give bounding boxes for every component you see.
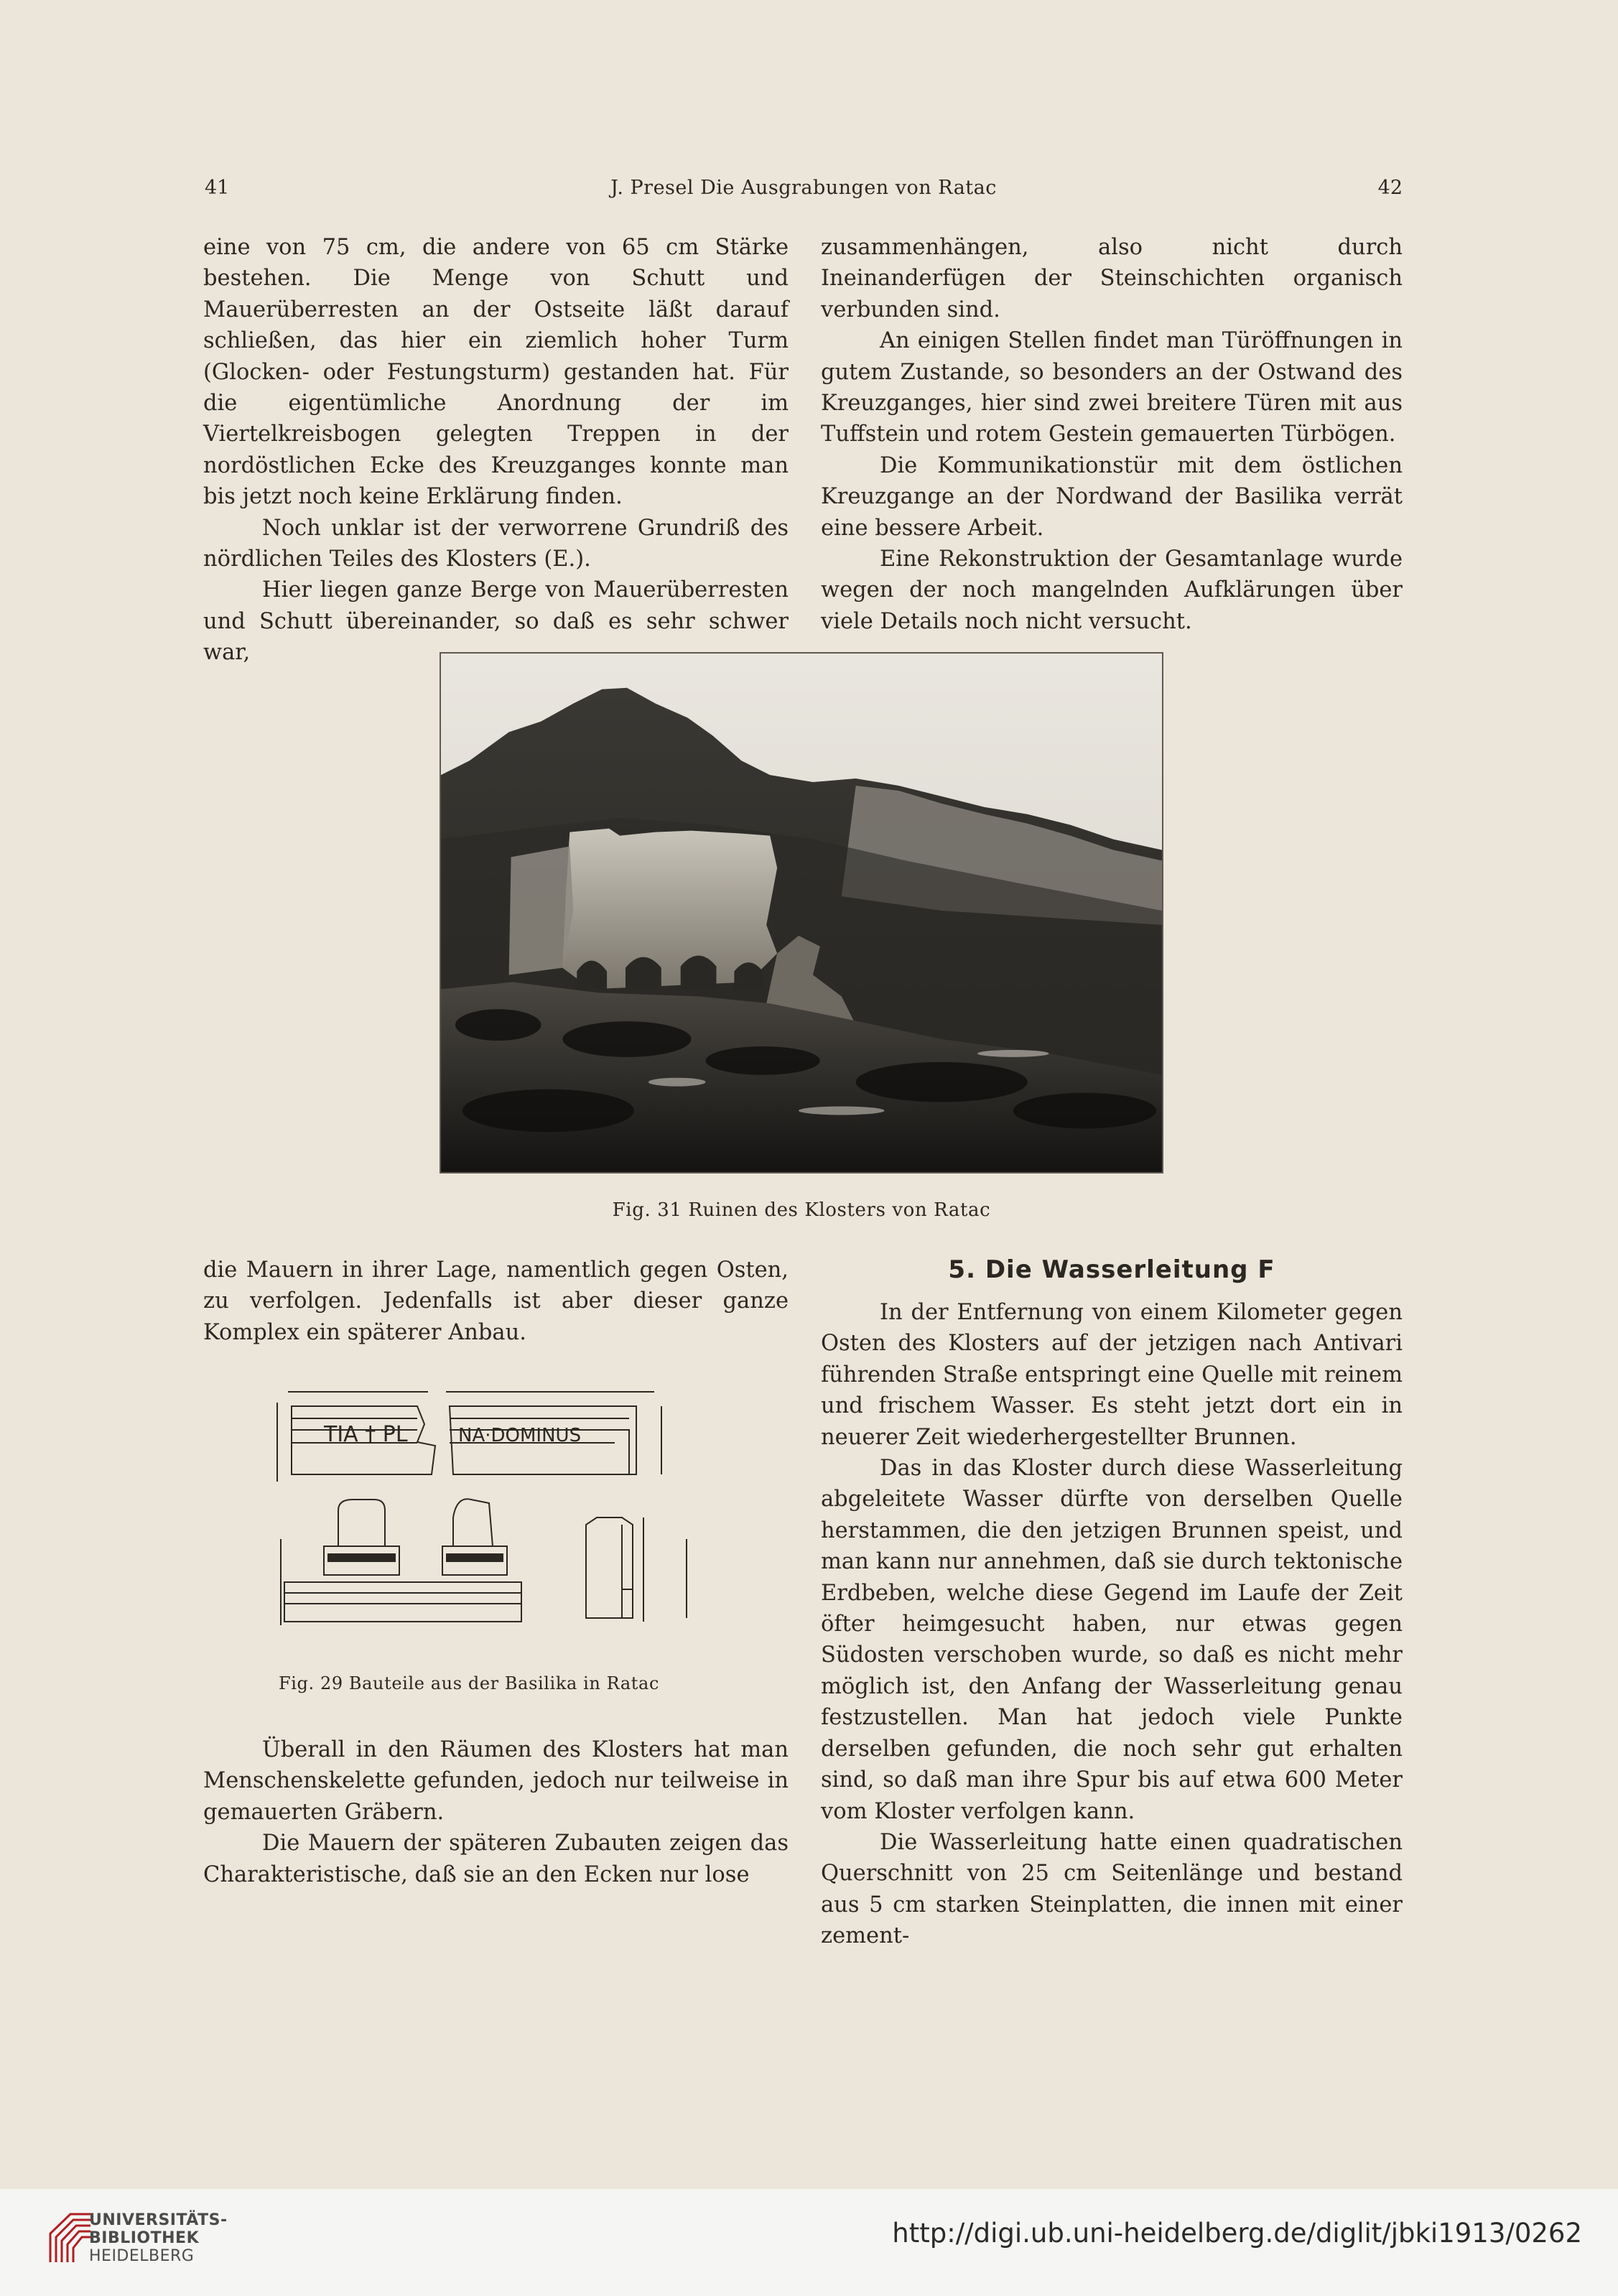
page-number-left: 41 [205,177,230,199]
figure-29-caption: Fig. 29 Bauteile aus der Basilika in Ratac [279,1673,659,1693]
source-url[interactable]: http://digi.ub.uni-heidelberg.de/diglit/jbki1913/0262 [892,2218,1582,2249]
paragraph: An einigen Stellen findet man Türöffnungen in gutem Zustande, so besonders an der Ostwand des Kreuzganges, hier sind zwei breitere Türen mit aus Tuffstein und rotem Gestein gemauerten Türbögen. [821,328,1403,447]
library-line-1: UNIVERSITÄTS- [89,2211,228,2229]
left-column-top [203,232,789,669]
paragraph: Die Wasserleitung hatte einen quadratischen Querschnitt von 25 cm Seitenlänge und bestand aus 5 cm starken Steinplatten, die innen mit einer zement- [821,1829,1403,1949]
paragraph: Überall in den Räumen des Klosters hat man Menschenskelette gefunden, jedoch nur teilweise in gemauerten Gräbern. [203,1737,789,1825]
paragraph: Die Mauern der späteren Zubauten zeigen das Charakteristische, daß sie an den Ecken nur lose [203,1831,789,1887]
paragraph: die Mauern in ihrer Lage, namentlich gegen Osten, zu verfolgen. Jedenfalls ist aber dieser ganze Komplex ein späterer Anbau. [203,1258,789,1345]
inscription-right: NA·DOMINUS [458,1425,582,1446]
library-name [89,2211,228,2265]
ruins-photograph [440,652,1163,1173]
basilica-parts-drawing [270,1374,708,1661]
section-heading: 5. Die Wasserleitung F [948,1255,1275,1284]
running-title: J. Presel Die Ausgrabungen von Ratac [610,177,997,199]
page-number-right: 42 [1377,177,1403,199]
library-line-3: HEIDELBERG [89,2247,195,2265]
paragraph: Noch unklar ist der verworrene Grundriß des nördlichen Teiles des Klosters (E.). [203,515,789,572]
paragraph: Die Kommunikationstür mit dem östlichen Kreuzgange an der Nordwand der Basilika verrät eine bessere Arbeit. [821,452,1403,541]
right-column-bottom [821,1297,1403,1952]
paragraph: zusammenhängen, also nicht durch Ineinanderfügen der Steinschichten organisch verbunden sind. [821,235,1403,322]
figure-31-caption: Fig. 31 Ruinen des Klosters von Ratac [612,1199,991,1221]
paragraph: In der Entfernung von einem Kilometer gegen Osten des Klosters auf der jetzigen nach Antivari führenden Straße entspringt eine Quelle mit reinem und frischem Wasser. Es steht jetzt dort ein in neuerer Zeit wiederhergestellter Brunnen. [821,1300,1403,1450]
library-line-2: BIBLIOTHEK [89,2229,200,2247]
paragraph: Das in das Kloster durch diese Wasserleitung abgeleitete Wasser dürfte von derselben Quelle herstammen, die den jetzigen Brunnen speist, und man kann nur annehmen, daß sie durch tektonische Erdbeben, welche diese Gegend im Laufe der Zeit öfter heimgesucht haben, nur etwas gegen Südosten verschoben wurde, so daß es nicht mehr möglich ist, den Anfang der Wasserleitung genau festzustellen. Man hat jedoch viele Punkte derselben gefunden, die noch sehr gut erhalten sind, so daß man ihre Spur bis auf etwa 600 Meter vom Kloster verfolgen kann. [821,1456,1403,1824]
paragraph: eine von 75 cm, die andere von 65 cm Stärke bestehen. Die Menge von Schutt und Mauerüberresten an der Ostseite läßt darauf schließen, das hier ein ziemlich hoher Turm (Glocken- oder Festungsturm) gestanden hat. Für die eigentümliche Anordnung der im Viertelkreisbogen gelegten Treppen in der nordöstlichen Ecke des Kreuzganges konnte man bis jetzt noch keine Erklärung finden. [203,235,789,510]
paragraph: Hier liegen ganze Berge von Mauerüberresten und Schutt übereinander, so daß es sehr schwer war, [203,577,789,666]
running-header [205,177,1403,205]
right-column-top [821,232,1403,637]
ruins-photo-drawing [441,654,1162,1172]
inscription-left: TIA † PL [324,1422,408,1447]
paragraph: Eine Rekonstruktion der Gesamtanlage wurde wegen der noch mangelnden Aufklärungen über viele Details noch nicht versucht. [821,547,1403,634]
architectural-drawing [270,1374,708,1661]
left-column-bottom-b [203,1734,789,1890]
left-column-bottom-a [203,1255,789,1348]
